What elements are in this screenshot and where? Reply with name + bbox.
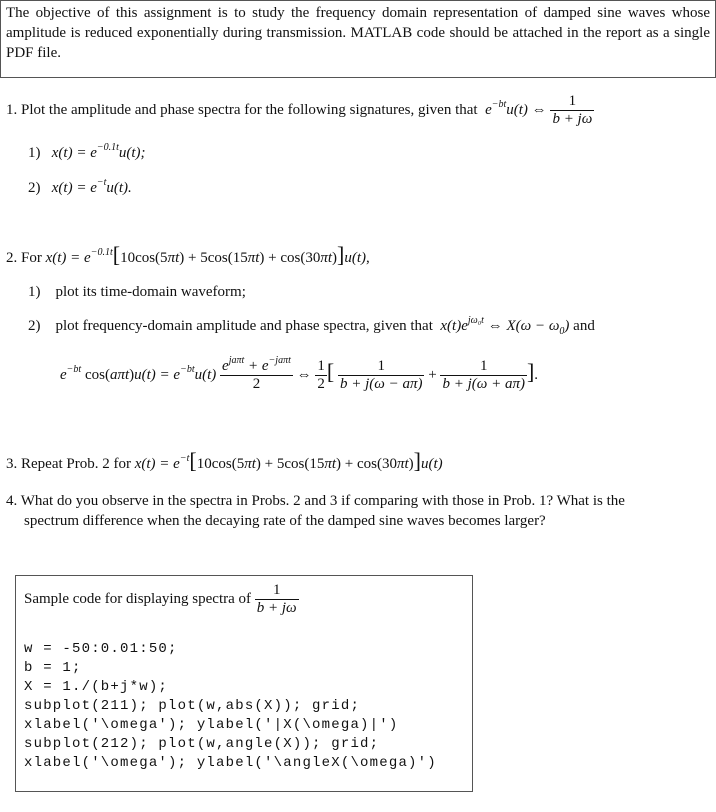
- q2-sub-2: 2) plot frequency-domain amplitude and phase spectra, given that $x(t)e^{j\omega_0t}$ ⇔ $X(\omega - \omega_0)$ and: [28, 315, 595, 337]
- code-line: b = 1;: [24, 660, 82, 676]
- intro-text: The objective of this assignment is to study the frequency domain representation of damped sine waves whose amplitude is reduced exponentially during transmission. MATLAB code should be attached in the report as a single PDF file.: [6, 5, 710, 61]
- q1-item-1: 1) $x(t) = e^{-0.1t}u(t)$;: [28, 142, 146, 161]
- sample-code: [24, 640, 437, 773]
- q1-lead: 1. Plot the amplitude and phase spectra for the following signatures, given that: [6, 101, 478, 118]
- code-line: subplot(211); plot(w,abs(X)); grid;: [24, 698, 361, 714]
- code-line: xlabel('\omega'); ylabel('|X(\omega)|'): [24, 717, 399, 733]
- code-line: w = -50:0.01:50;: [24, 641, 178, 657]
- code-line: xlabel('\omega'); ylabel('\angleX(\omega)'): [24, 755, 437, 771]
- q3-lead: 3. Repeat Prob. 2 for: [6, 456, 131, 472]
- code-line: subplot(212); plot(w,angle(X)); grid;: [24, 736, 380, 752]
- q2-identity: $e^{-bt}$ $\cos(a\pi t)u(t) = e^{-bt}u(t)$ $\frac{e^{ja\pi t} + e^{-ja\pi t}}{2}$ ⇔ $\frac{1}{2}$ [ $\frac{1}{b + j(\omega - a\pi)}$ + $\frac{1}{b + j(\omega + a\pi)}$ ].: [60, 355, 539, 392]
- q1-item-2: 2) $x(t) = e^{-t}u(t)$.: [28, 177, 132, 196]
- q1-line: [6, 93, 594, 128]
- sample-title: Sample code for displaying spectra of $\frac{1}{b + j\omega}$: [24, 582, 297, 616]
- q2-line: 2. For $x(t) = e^{-0.1t}[10\cos(5\pi t) + 5\cos(15\pi t) + \cos(30\pi t)]u(t)$,: [6, 242, 370, 267]
- q4-line-2: spectrum difference when the decaying rate of the damped sine waves becomes larger?: [24, 513, 546, 529]
- code-line: X = 1./(b+j*w);: [24, 679, 169, 695]
- q1-fraction: $\frac{1}{b + j\omega}$: [552, 93, 593, 127]
- q2-lead: 2. For: [6, 250, 42, 266]
- q3-line: 3. Repeat Prob. 2 for $x(t) = e^{-t}[10\cos(5\pi t) + 5\cos(15\pi t) + \cos(30\pi t)]u(t)$: [6, 448, 443, 473]
- q1-formula: $e^{-bt}u(t)$ ⇔: [481, 98, 547, 118]
- q4-line-1: 4. What do you observe in the spectra in Probs. 2 and 3 if comparing with those in Prob. 1? What is the: [6, 493, 625, 509]
- q2-sub-1: 1) plot its time-domain waveform;: [28, 284, 246, 300]
